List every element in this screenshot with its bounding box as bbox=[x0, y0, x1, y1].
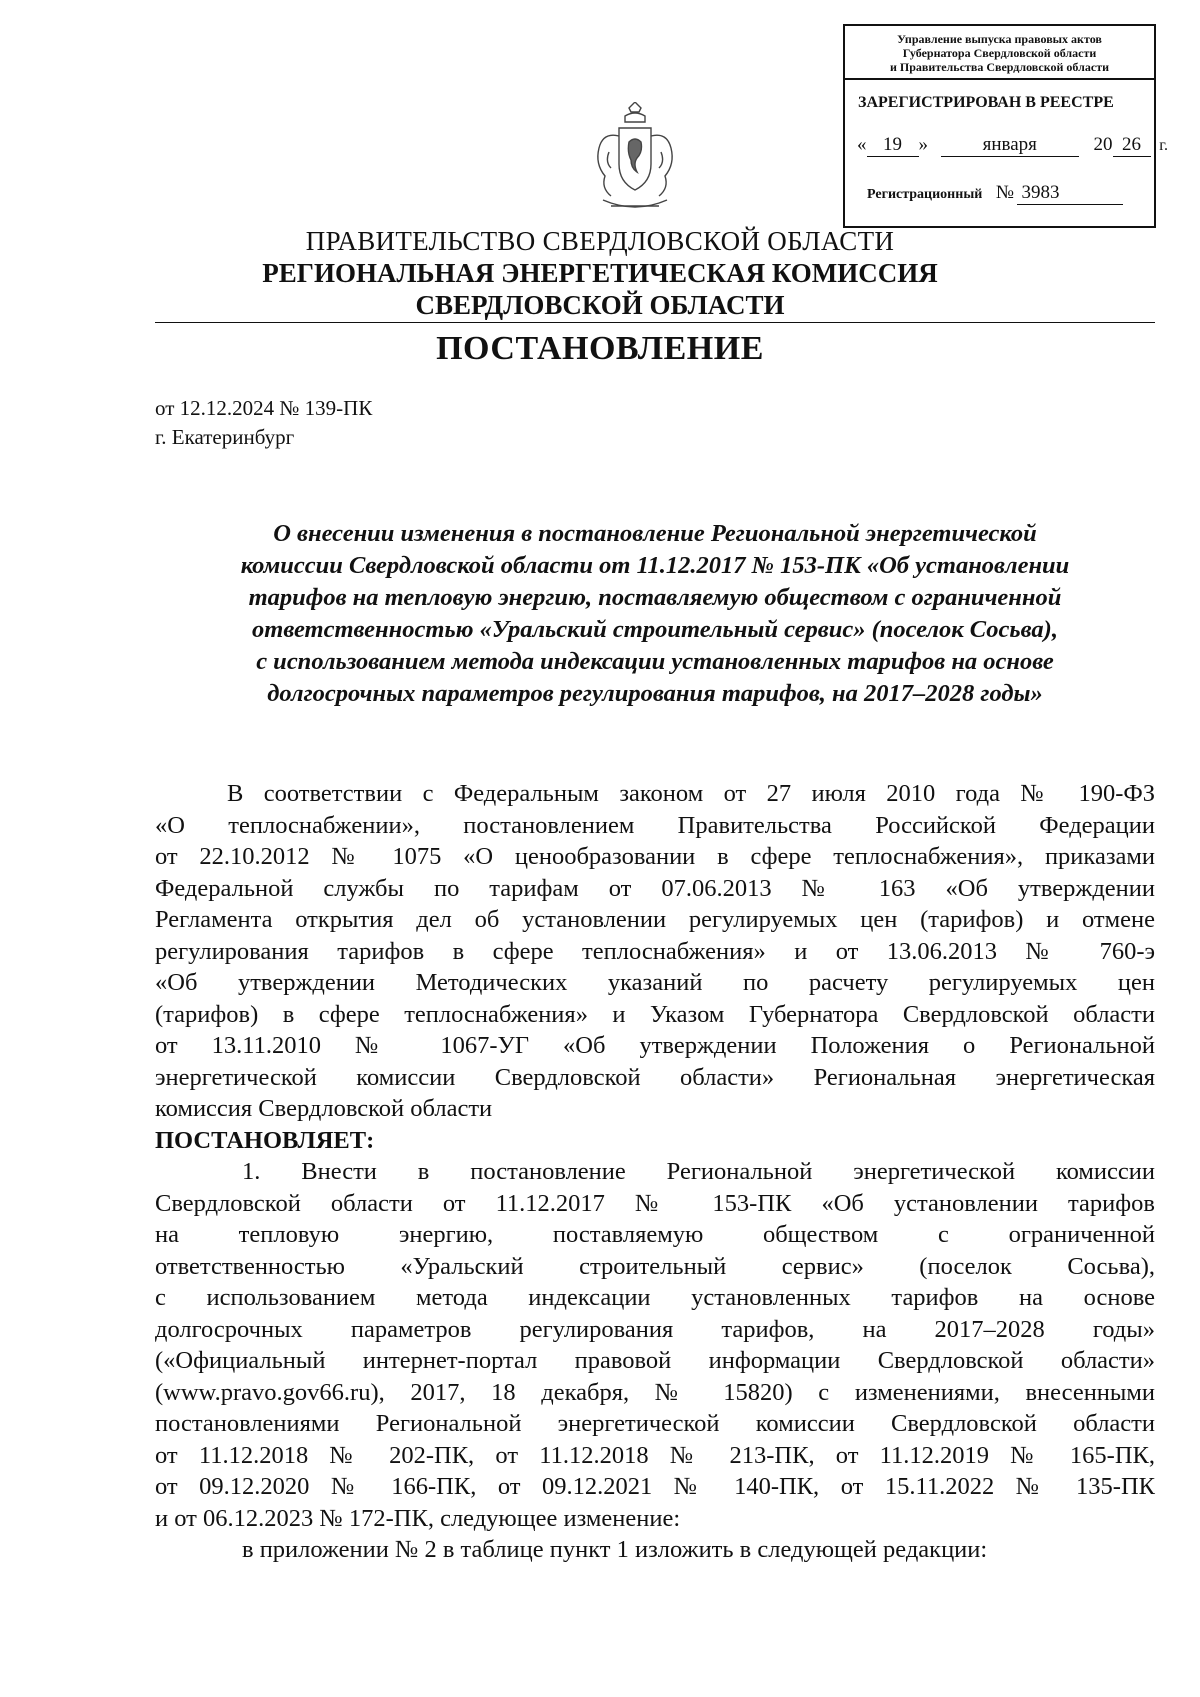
stamp-close-quote: » bbox=[918, 134, 928, 155]
item1-line: и от 06.12.2023 № 172-ПК, следующее изменение: bbox=[155, 1504, 681, 1532]
item1-line: с использованием метода индексации установленных тарифов на основе bbox=[155, 1284, 1155, 1311]
item1-line: долгосрочных параметров регулирования тарифов, на 2017–2028 годы» bbox=[155, 1315, 1155, 1343]
item1-line: («Официальный интернет-портал правовой информации Свердловской области» bbox=[155, 1347, 1155, 1374]
stamp-reg-label: Регистрационный bbox=[867, 187, 983, 202]
commission-name-line2: СВЕРДЛОВСКОЙ ОБЛАСТИ bbox=[415, 290, 785, 320]
stamp-open-quote: « bbox=[857, 134, 867, 155]
title-line: О внесении изменения в постановление Региональной энергетической bbox=[273, 520, 1037, 547]
item1-line: Свердловской области от 11.12.2017 № 153-ПК «Об установлении тарифов bbox=[155, 1189, 1155, 1217]
item1-line: от 09.12.2020 № 166-ПК, от 09.12.2021 № 140-ПК, от 15.11.2022 № 135-ПК bbox=[155, 1473, 1155, 1500]
item1-line: (www.pravo.gov66.ru), 2017, 18 декабря, № 15820) с изменениями, внесенными bbox=[155, 1378, 1155, 1406]
item1-line: 1. Внести в постановление Региональной энергетической комиссии bbox=[242, 1158, 1155, 1185]
stamp-month: января bbox=[941, 134, 1079, 157]
preamble-line: от 22.10.2012 № 1075 «О ценообразовании в сфере теплоснабжения», приказами bbox=[155, 843, 1155, 870]
title-line: тарифов на тепловую энергию, поставляемую обществом с ограниченной bbox=[248, 584, 1062, 611]
header-divider bbox=[155, 322, 1155, 323]
preamble-line: от 13.11.2010 № 1067-УГ «Об утверждении Положения о Региональной bbox=[155, 1032, 1155, 1059]
preamble-line: (тарифов) в сфере теплоснабжения» и Указом Губернатора Свердловской области bbox=[155, 1000, 1155, 1028]
stamp-reg-value: 3983 bbox=[1017, 182, 1123, 205]
document-type: ПОСТАНОВЛЕНИЕ bbox=[436, 330, 764, 367]
commission-name-line1: РЕГИОНАЛЬНАЯ ЭНЕРГЕТИЧЕСКАЯ КОМИССИЯ bbox=[262, 258, 938, 288]
stamp-registered-label: ЗАРЕГИСТРИРОВАН В РЕЕСТРЕ bbox=[858, 94, 1114, 111]
stamp-department-line: Управление выпуска правовых актов bbox=[897, 32, 1102, 46]
preamble-line: комиссия Свердловской области bbox=[155, 1095, 493, 1122]
stamp-reg-number bbox=[867, 182, 1123, 205]
preamble-line: Федеральной службы по тарифам от 07.06.2013 № 163 «Об утверждении bbox=[155, 874, 1155, 902]
stamp-year-abbr: г. bbox=[1159, 137, 1169, 154]
title-line: ответственностью «Уральский строительный сервис» (поселок Сосьва), bbox=[252, 616, 1058, 643]
stamp-year-prefix: 20 bbox=[1093, 134, 1113, 155]
coat-of-arms-icon bbox=[589, 102, 681, 214]
decree-word: ПОСТАНОВЛЯЕТ: bbox=[155, 1126, 375, 1154]
preamble-line: энергетической комиссии Свердловской области» Региональная энергетическая bbox=[155, 1063, 1155, 1091]
item1-line: ответственностью «Уральский строительный сервис» (поселок Сосьва), bbox=[155, 1252, 1155, 1280]
item1-line: на тепловую энергию, поставляемую обществом с ограниченной bbox=[155, 1221, 1155, 1248]
registration-stamp bbox=[843, 24, 1169, 228]
stamp-day: 19 bbox=[867, 134, 919, 157]
document-body bbox=[155, 778, 1155, 1566]
preamble-line: «Об утверждении Методических указаний по расчету регулируемых цен bbox=[155, 969, 1155, 996]
document-title bbox=[155, 518, 1155, 710]
stamp-department-line: и Правительства Свердловской области bbox=[890, 60, 1109, 74]
preamble-line: регулирования тарифов в сфере теплоснабжения» и от 13.06.2013 № 760-э bbox=[155, 937, 1155, 965]
document-city: г. Екатеринбург bbox=[155, 425, 295, 449]
preamble-line: «О теплоснабжении», постановлением Правительства Российской Федерации bbox=[155, 811, 1155, 839]
title-line: долгосрочных параметров регулирования тарифов, на 2017–2028 годы» bbox=[267, 680, 1043, 707]
stamp-no-sign: № bbox=[995, 182, 1014, 203]
stamp-department bbox=[845, 26, 1154, 80]
government-name: ПРАВИТЕЛЬСТВО СВЕРДЛОВСКОЙ ОБЛАСТИ bbox=[305, 226, 895, 256]
title-line: комиссии Свердловской области от 11.12.2017 № 153-ПК «Об установлении bbox=[240, 552, 1070, 579]
annex-line: в приложении № 2 в таблице пункт 1 изложить в следующей редакции: bbox=[242, 1536, 988, 1563]
stamp-date bbox=[857, 134, 1168, 157]
item1-line: постановлениями Региональной энергетической комиссии Свердловской области bbox=[155, 1410, 1155, 1437]
stamp-department-line: Губернатора Свердловской области bbox=[902, 46, 1097, 60]
preamble-line: В соответствии с Федеральным законом от 27 июля 2010 года № 190-ФЗ bbox=[227, 780, 1155, 807]
stamp-year-suffix: 26 bbox=[1113, 134, 1151, 157]
document-date-number: от 12.12.2024 № 139-ПК bbox=[155, 396, 373, 420]
preamble-line: Регламента открытия дел об установлении регулируемых цен (тарифов) и отмене bbox=[155, 906, 1155, 933]
item1-line: от 11.12.2018 № 202-ПК, от 11.12.2018 № 213-ПК, от 11.12.2019 № 165-ПК, bbox=[155, 1441, 1155, 1469]
title-line: с использованием метода индексации установленных тарифов на основе bbox=[256, 648, 1054, 675]
